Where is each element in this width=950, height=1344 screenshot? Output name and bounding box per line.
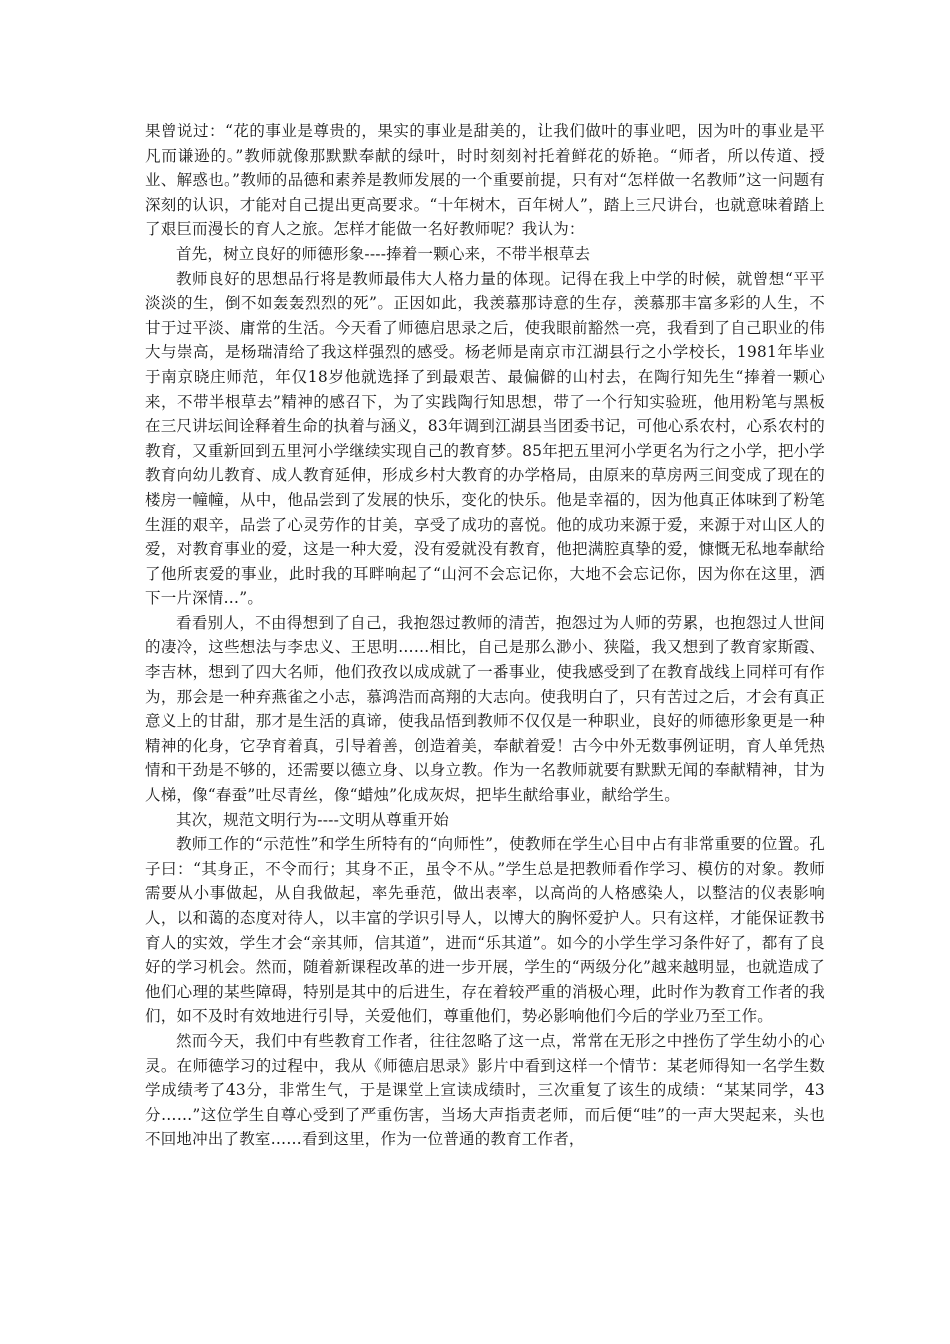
paragraph-intro: 果曾说过：“花的事业是尊贵的，果实的事业是甜美的，让我们做叶的事业吧，因为叶的事业是平凡而谦逊的。”教师就像那默默奉献的绿叶，时时刻刻衬托着鲜花的娇艳。“师者，所以传道、授业、解惑也。”教师的品德和素养是教师发展的一个重要前提，只有对“怎样做一名教师”这一问题有深刻的认识，才能对自己提出更高要求。“十年树木，百年树人”，踏上三尺讲台，也就意味着踏上了艰巨而漫长的育人之旅。怎样才能做一名好教师呢？我认为： [145, 122, 825, 239]
paragraph-example: 然而今天，我们中有些教育工作者，往往忽略了这一点，常常在无形之中挫伤了学生幼小的心灵。在师德学习的过程中，我从《师德启思录》影片中看到这样一个情节：某老师得知一名学生数学成绩考了43分，非常生气，于是课堂上宣读成绩时，三次重复了该生的成绩：“某某同学，43分……”这位学生自尊心受到了严重伤害，当场大声指责老师，而后便“哇”的一声大哭起来，头也不回地冲出了教室……看到这里，作为一位普通的教育工作者， [145, 1031, 825, 1149]
section-heading-first: 首先，树立良好的师德形象----捧着一颗心来，不带半根草去 [176, 244, 591, 263]
paragraph-reflection: 看看别人，不由得想到了自己，我抱怨过教师的清苦，抱怨过为人师的劳累，也抱怨过人世间的凄冷，这些想法与李忠义、王思明……相比，自己是那么渺小、狭隘，我又想到了教育家斯霞、李吉林，想到了四大名师，他们孜孜以成成就了一番事业，使我感受到了在教育战线上同样可有作为，那会是一种弃燕雀之小志，慕鸿浩而高翔的大志向。使我明白了，只有苦过之后，才会有真正意义上的甘甜，那才是生活的真谛，使我品悟到教师不仅仅是一种职业，良好的师德形象更是一种精神的化身，它孕育着真，引导着善，创造着美，奉献着爱！古今中外无数事例证明，育人单凭热情和干劲是不够的，还需要以德立身、以身立教。作为一名教师就要有默默无闻的奉献精神，甘为人梯，像“春蚕”吐尽青丝，像“蜡烛”化成灰烬，把毕生献给事业，献给学生。 [145, 613, 825, 805]
paragraph-yang-ruiqing: 教师良好的思想品行将是教师最伟大人格力量的体现。记得在我上中学的时候，就曾想“平平淡淡的生，倒不如轰轰烈烈的死”。正因如此，我羡慕那诗意的生存，羡慕那丰富多彩的人生，不甘于过平淡、庸常的生活。今天看了师德启思录之后，使我眼前豁然一亮，我看到了自己职业的伟大与崇高，是杨瑞清给了我这样强烈的感受。杨老师是南京市江湖县行之小学校长，1981年毕业于南京晓庄师范，年仅18岁他就选择了到最艰苦、最偏僻的山村去，在陶行知先生“捧着一颗心来，不带半根草去”精神的感召下，为了实践陶行知思想，带了一个行知实验班，他用粉笔与黑板在三尺讲坛间诠释着生命的执着与涵义，83年调到江湖县当团委书记，可他心系农村，心系农村的教育，又重新回到五里河小学继续实现自己的教育梦。85年把五里河小学更名为行之小学，把小学教育向幼儿教育、成人教育延伸，形成乡村大教育的办学格局，由原来的草房两三间变成了现在的楼房一幢幢，从中，他品尝到了发展的快乐，变化的快乐。他是幸福的，因为他真正体味到了粉笔生涯的艰辛，品尝了心灵劳作的甘美，享受了成功的喜悦。他的成功来源于爱，来源于对山区人的爱，对教育事业的爱，这是一种大爱，没有爱就没有教育，他把满腔真挚的爱，慷慨无私地奉献给了他所衷爱的事业，此时我的耳畔响起了“山河不会忘记你，大地不会忘记你，因为你在这里，洒下一片深情…”。 [145, 269, 825, 608]
paragraph-role-model: 教师工作的“示范性”和学生所特有的“向师性”，使教师在学生心目中占有非常重要的位置。孔子曰：“其身正，不令而行；其身不正，虽令不从。”学生总是把教师看作学习、模仿的对象。教师需要从小事做起，从自我做起，率先垂范，做出表率，以高尚的人格感染人，以整洁的仪表影响人，以和蔼的态度对待人，以丰富的学识引导人，以博大的胸怀爱护人。只有这样，才能保证教书育人的实效，学生才会“亲其师，信其道”，进而“乐其道”。如今的小学生学习条件好了，都有了良好的学习机会。然而，随着新课程改革的进一步开展，学生的“两级分化”越来越明显，也就造成了他们心理的某些障碍，特别是其中的后进生，存在着较严重的消极心理，此时作为教育工作者的我们，如不及时有效地进行引导，关爱他们，尊重他们，势必影响他们今后的学业乃至工作。 [145, 835, 825, 1026]
document-body [145, 119, 825, 1152]
section-heading-second: 其次，规范文明行为----文明从尊重开始 [176, 810, 449, 829]
